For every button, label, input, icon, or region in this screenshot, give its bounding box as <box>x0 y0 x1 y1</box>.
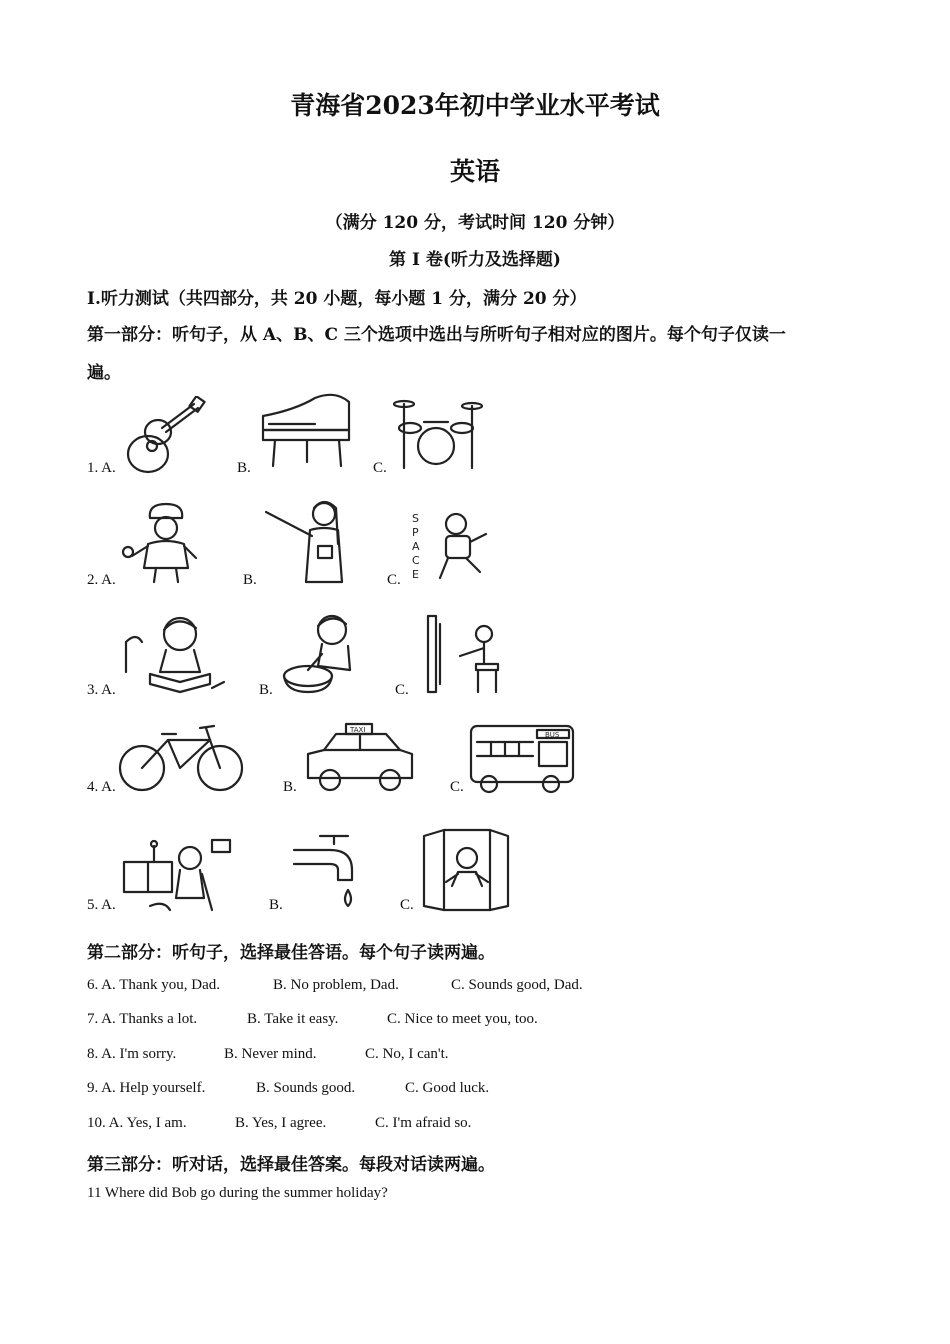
q8-option-a: 8. A. I'm sorry. <box>87 1046 177 1062</box>
section-heading: I.听力测试（共四部分，共 20 小题，每小题 1 分，满分 20 分） <box>87 289 587 309</box>
sweeping-girl-icon[interactable] <box>120 832 236 921</box>
exam-title: 青海省2023年初中学业水平考试 <box>290 91 660 120</box>
guitar-icon[interactable] <box>118 396 208 485</box>
q9-option-c: C. Good luck. <box>405 1080 490 1096</box>
piano-icon[interactable] <box>255 390 355 475</box>
window-boy-icon[interactable] <box>420 826 512 919</box>
svg-text:C: C <box>412 554 420 567</box>
q5-option-b-label: B. <box>269 897 283 913</box>
part1-instructions-cont: 遍。 <box>87 363 121 383</box>
washing-boy-icon[interactable] <box>278 610 368 701</box>
svg-text:A: A <box>412 540 420 553</box>
q7-option-c: C. Nice to meet you, too. <box>387 1011 538 1027</box>
q3-option-a-label: 3. A. <box>87 682 116 698</box>
q5-option-a-label: 5. A. <box>87 897 116 913</box>
q1-option-b-label: B. <box>237 460 251 476</box>
svg-text:TAXI: TAXI <box>350 726 366 734</box>
q10-option-b: B. Yes, I agree. <box>235 1115 327 1131</box>
drums-icon[interactable] <box>392 392 484 479</box>
q10-option-c: C. I'm afraid so. <box>375 1115 472 1131</box>
q6-option-b: B. No problem, Dad. <box>273 977 399 993</box>
q4-option-a-label: 4. A. <box>87 779 116 795</box>
q8-option-c: C. No, I can't. <box>365 1046 449 1062</box>
q2-option-b-label: B. <box>243 572 257 588</box>
taxi-icon[interactable] <box>302 720 418 805</box>
part2-heading: 第二部分：听句子，选择最佳答语。每个句子读两遍。 <box>87 943 495 963</box>
part1-instructions: 第一部分：听句子，从 A、B、C 三个选项中选出与所听句子相对应的图片。每个句子仅读一 <box>87 325 786 345</box>
tap-icon[interactable] <box>290 830 366 919</box>
tv-watching-icon[interactable] <box>420 612 506 701</box>
teacher-icon[interactable] <box>262 496 358 589</box>
q8-option-b: B. Never mind. <box>224 1046 317 1062</box>
part3-heading: 第三部分：听对话，选择最佳答案。每段对话读两遍。 <box>87 1155 495 1175</box>
q5-option-c-label: C. <box>400 897 414 913</box>
svg-text:BUS: BUS <box>545 731 560 739</box>
q9-option-a: 9. A. Help yourself. <box>87 1080 206 1096</box>
volume-title: 第 I 卷(听力及选择题) <box>389 250 561 270</box>
q6-option-c: C. Sounds good, Dad. <box>451 977 583 993</box>
svg-text:E: E <box>412 568 419 581</box>
bicycle-icon[interactable] <box>114 722 250 799</box>
q2-option-a-label: 2. A. <box>87 572 116 588</box>
astronaut-icon[interactable] <box>408 508 494 589</box>
svg-text:P: P <box>412 526 419 539</box>
q4-option-c-label: C. <box>450 779 464 795</box>
q10-option-a: 10. A. Yes, I am. <box>87 1115 187 1131</box>
subject-title: 英语 <box>449 157 500 186</box>
q1-option-a-label: 1. A. <box>87 460 116 476</box>
q2-option-c-label: C. <box>387 572 401 588</box>
q3-option-b-label: B. <box>259 682 273 698</box>
bus-icon[interactable] <box>467 720 577 799</box>
q6-option-a: 6. A. Thank you, Dad. <box>87 977 221 993</box>
q9-option-b: B. Sounds good. <box>256 1080 356 1096</box>
q1-option-c-label: C. <box>373 460 387 476</box>
q3-option-c-label: C. <box>395 682 409 698</box>
q4-option-b-label: B. <box>283 779 297 795</box>
reading-boy-icon[interactable] <box>120 612 230 703</box>
svg-text:S: S <box>412 512 419 525</box>
cook-icon[interactable] <box>118 500 214 589</box>
q7-option-a: 7. A. Thanks a lot. <box>87 1011 198 1027</box>
q11-question: 11 Where did Bob go during the summer holiday? <box>87 1185 388 1201</box>
exam-info: （满分 120 分，考试时间 120 分钟） <box>325 213 625 233</box>
q7-option-b: B. Take it easy. <box>247 1011 339 1027</box>
